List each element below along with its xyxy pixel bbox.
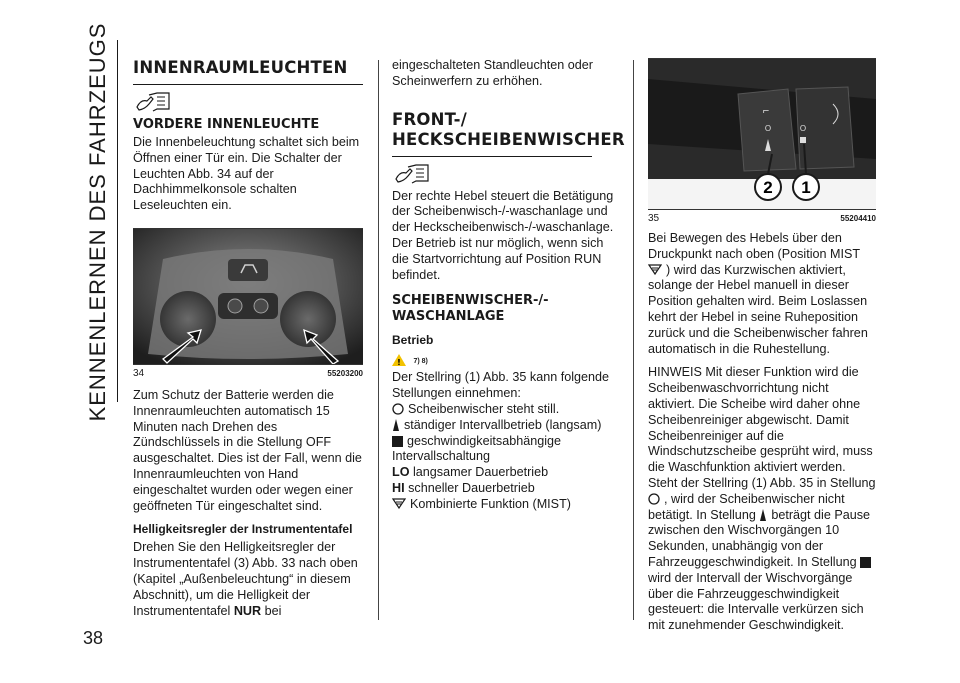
figure-code: 55204410 — [840, 214, 876, 223]
column-1 — [133, 58, 363, 619]
lo-symbol: LO — [392, 465, 410, 480]
off-ring-icon — [648, 493, 660, 505]
mist-icon — [392, 498, 406, 510]
subheading-helligkeitsregler: Helligkeitsregler der Instrumententafel — [133, 522, 353, 537]
list-item: ständiger Intervallbetrieb (langsam) — [392, 418, 620, 434]
battery-protection-paragraph: Zum Schutz der Batterie werden die Innenraumleuchten automatisch 15 Minuten nach Drehen des Zündschlüssels in die Stellung OFF ausgeschaltet. Dies ist der Fall, wenn die Innenraumleuchten von Hand eingeschaltet wurden oder wegen einer geöffneten Tür eingeschaltet sind. — [133, 387, 362, 513]
subheading-waschanlage: SCHEIBENWISCHER-/-WASCHANLAGE — [392, 293, 549, 325]
figure-number: 34 — [133, 367, 145, 379]
warning-references: 7) 8) — [413, 358, 428, 366]
lever-intro-paragraph: Der rechte Hebel steuert die Betätigung der Scheibenwisch-/-waschanlage und der Heckscheibenwisch-/-waschanlage. Der Betrieb ist nur möglich, wenn sich die Startvorrichtung auf Position RUN befindet. — [392, 188, 614, 282]
positions-intro: Der Stellring (1) Abb. 35 kann folgende Stellungen einnehmen: — [392, 370, 610, 401]
subheading-vordere-innenleuchte: VORDERE INNENLEUCHTE — [133, 117, 320, 132]
column-2 — [392, 58, 625, 513]
position-list — [392, 402, 620, 513]
list-item: Kombinierte Funktion (MIST) — [392, 497, 620, 513]
speed-dependent-interval-icon — [392, 436, 403, 447]
figure-caption — [133, 368, 363, 380]
hand-book-icon — [135, 91, 171, 113]
warning-row — [392, 352, 620, 366]
list-item: Scheibenwischer steht still. — [392, 402, 620, 418]
speed-dependent-interval-icon — [860, 557, 871, 568]
column-divider-1 — [378, 60, 379, 620]
figure-bottom-rule — [133, 364, 363, 365]
chapter-title-text: KENNENLERNEN DES FAHRZEUGS — [85, 22, 110, 422]
emphasis-nur: NUR — [233, 603, 262, 618]
svg-text:⌐: ⌐ — [762, 105, 770, 117]
mist-paragraph: Bei Bewegen des Hebels über den Druckpunkt nach oben (Position MIST ) wird das Kurzwischen aktiviert, solange der Hebel manuell in dieser Position gehalten wird. Beim Loslassen kehrt der Hebel in seine Ruheposition zurück und die Scheibenwischer fahren automatisch in die Ruhestellung. — [648, 231, 868, 356]
page-number: 38 — [83, 628, 104, 648]
off-ring-icon — [392, 403, 404, 415]
chapter-sidebar-title — [78, 22, 118, 422]
hi-symbol: HI — [392, 480, 405, 495]
sidebar-divider — [117, 40, 118, 402]
intro-paragraph: Die Innenbeleuchtung schaltet sich beim Öffnen einer Tür ein. Die Schalter der Leuchten Abb. 34 auf der Dachhimmelkonsole schalten Leseleuchten ein. — [133, 135, 360, 213]
continued-paragraph: eingeschalteten Standleuchten oder Scheinwerfern zu erhöhen. — [392, 58, 593, 88]
svg-text:!: ! — [397, 358, 401, 367]
figure-code: 55203200 — [327, 368, 363, 378]
brightness-text: Drehen Sie den Helligkeitsregler der Instrumententafel (3) Abb. 33 nach oben (Kapitel „Außenbeleuchtung“ in diesem Abschnitt), um die Helligkeit der Instrumententafel — [133, 540, 358, 618]
list-item: geschwindigkeitsabhängige Intervallschaltung — [392, 433, 562, 464]
callout-2: 2 — [763, 178, 773, 197]
figure-number: 35 — [648, 213, 660, 224]
column-3 — [648, 58, 876, 634]
hinweis-paragraph: HINWEIS Mit dieser Funktion wird die Scheibenwaschvorrichtung nicht aktiviert. Die Scheibe wird daher ohne Scheibenreiniger abgewischt. Damit Scheibenreiniger auf die Windschutzscheibe gesprüht wird, muss die Waschfunktion aktiviert werden. — [648, 365, 873, 475]
hand-book-icon — [394, 163, 430, 185]
figure-34 — [133, 228, 363, 380]
ring-position-paragraph: Steht der Stellring (1) Abb. 35 in Stellung , wird der Scheibenwischer nicht betätigt. In Stellung beträgt die Pause zwischen den Wischvorgängen 10 Sekunden, unabhängig von der Fahrzeuggeschwindigkeit. In Stellung wird der Intervall der Wischvorgänge über die Fahrzeuggeschwindigkeit gesteuert: die Intervalle verkürzen sich mit zunehmender Geschwindigkeit. — [648, 475, 876, 633]
interval-slow-icon — [392, 419, 400, 431]
figure-bottom-rule — [648, 209, 876, 210]
subheading-betrieb: Betrieb — [392, 333, 434, 348]
brightness-paragraph — [133, 540, 363, 619]
column-divider-2 — [633, 60, 634, 620]
section-heading-innenraumleuchten: INNENRAUMLEUCHTEN — [133, 58, 363, 85]
brightness-text-end: bei — [264, 603, 282, 618]
warning-triangle-icon — [392, 354, 406, 366]
list-item: HI schneller Dauerbetrieb — [392, 480, 535, 495]
svg-text:O: O — [799, 124, 807, 133]
interval-slow-icon — [759, 509, 767, 521]
mist-icon — [648, 264, 662, 276]
figure-caption — [648, 213, 876, 225]
callout-1: 1 — [801, 178, 811, 197]
section-heading-scheibenwischer: FRONT-/ HECKSCHEIBENWISCHER — [392, 110, 592, 157]
svg-text:O: O — [764, 124, 772, 133]
figure-35 — [648, 58, 876, 225]
wiper-lever-photo — [648, 59, 876, 209]
list-item: LO langsamer Dauerbetrieb — [392, 465, 549, 480]
dome-light-photo — [133, 229, 363, 364]
